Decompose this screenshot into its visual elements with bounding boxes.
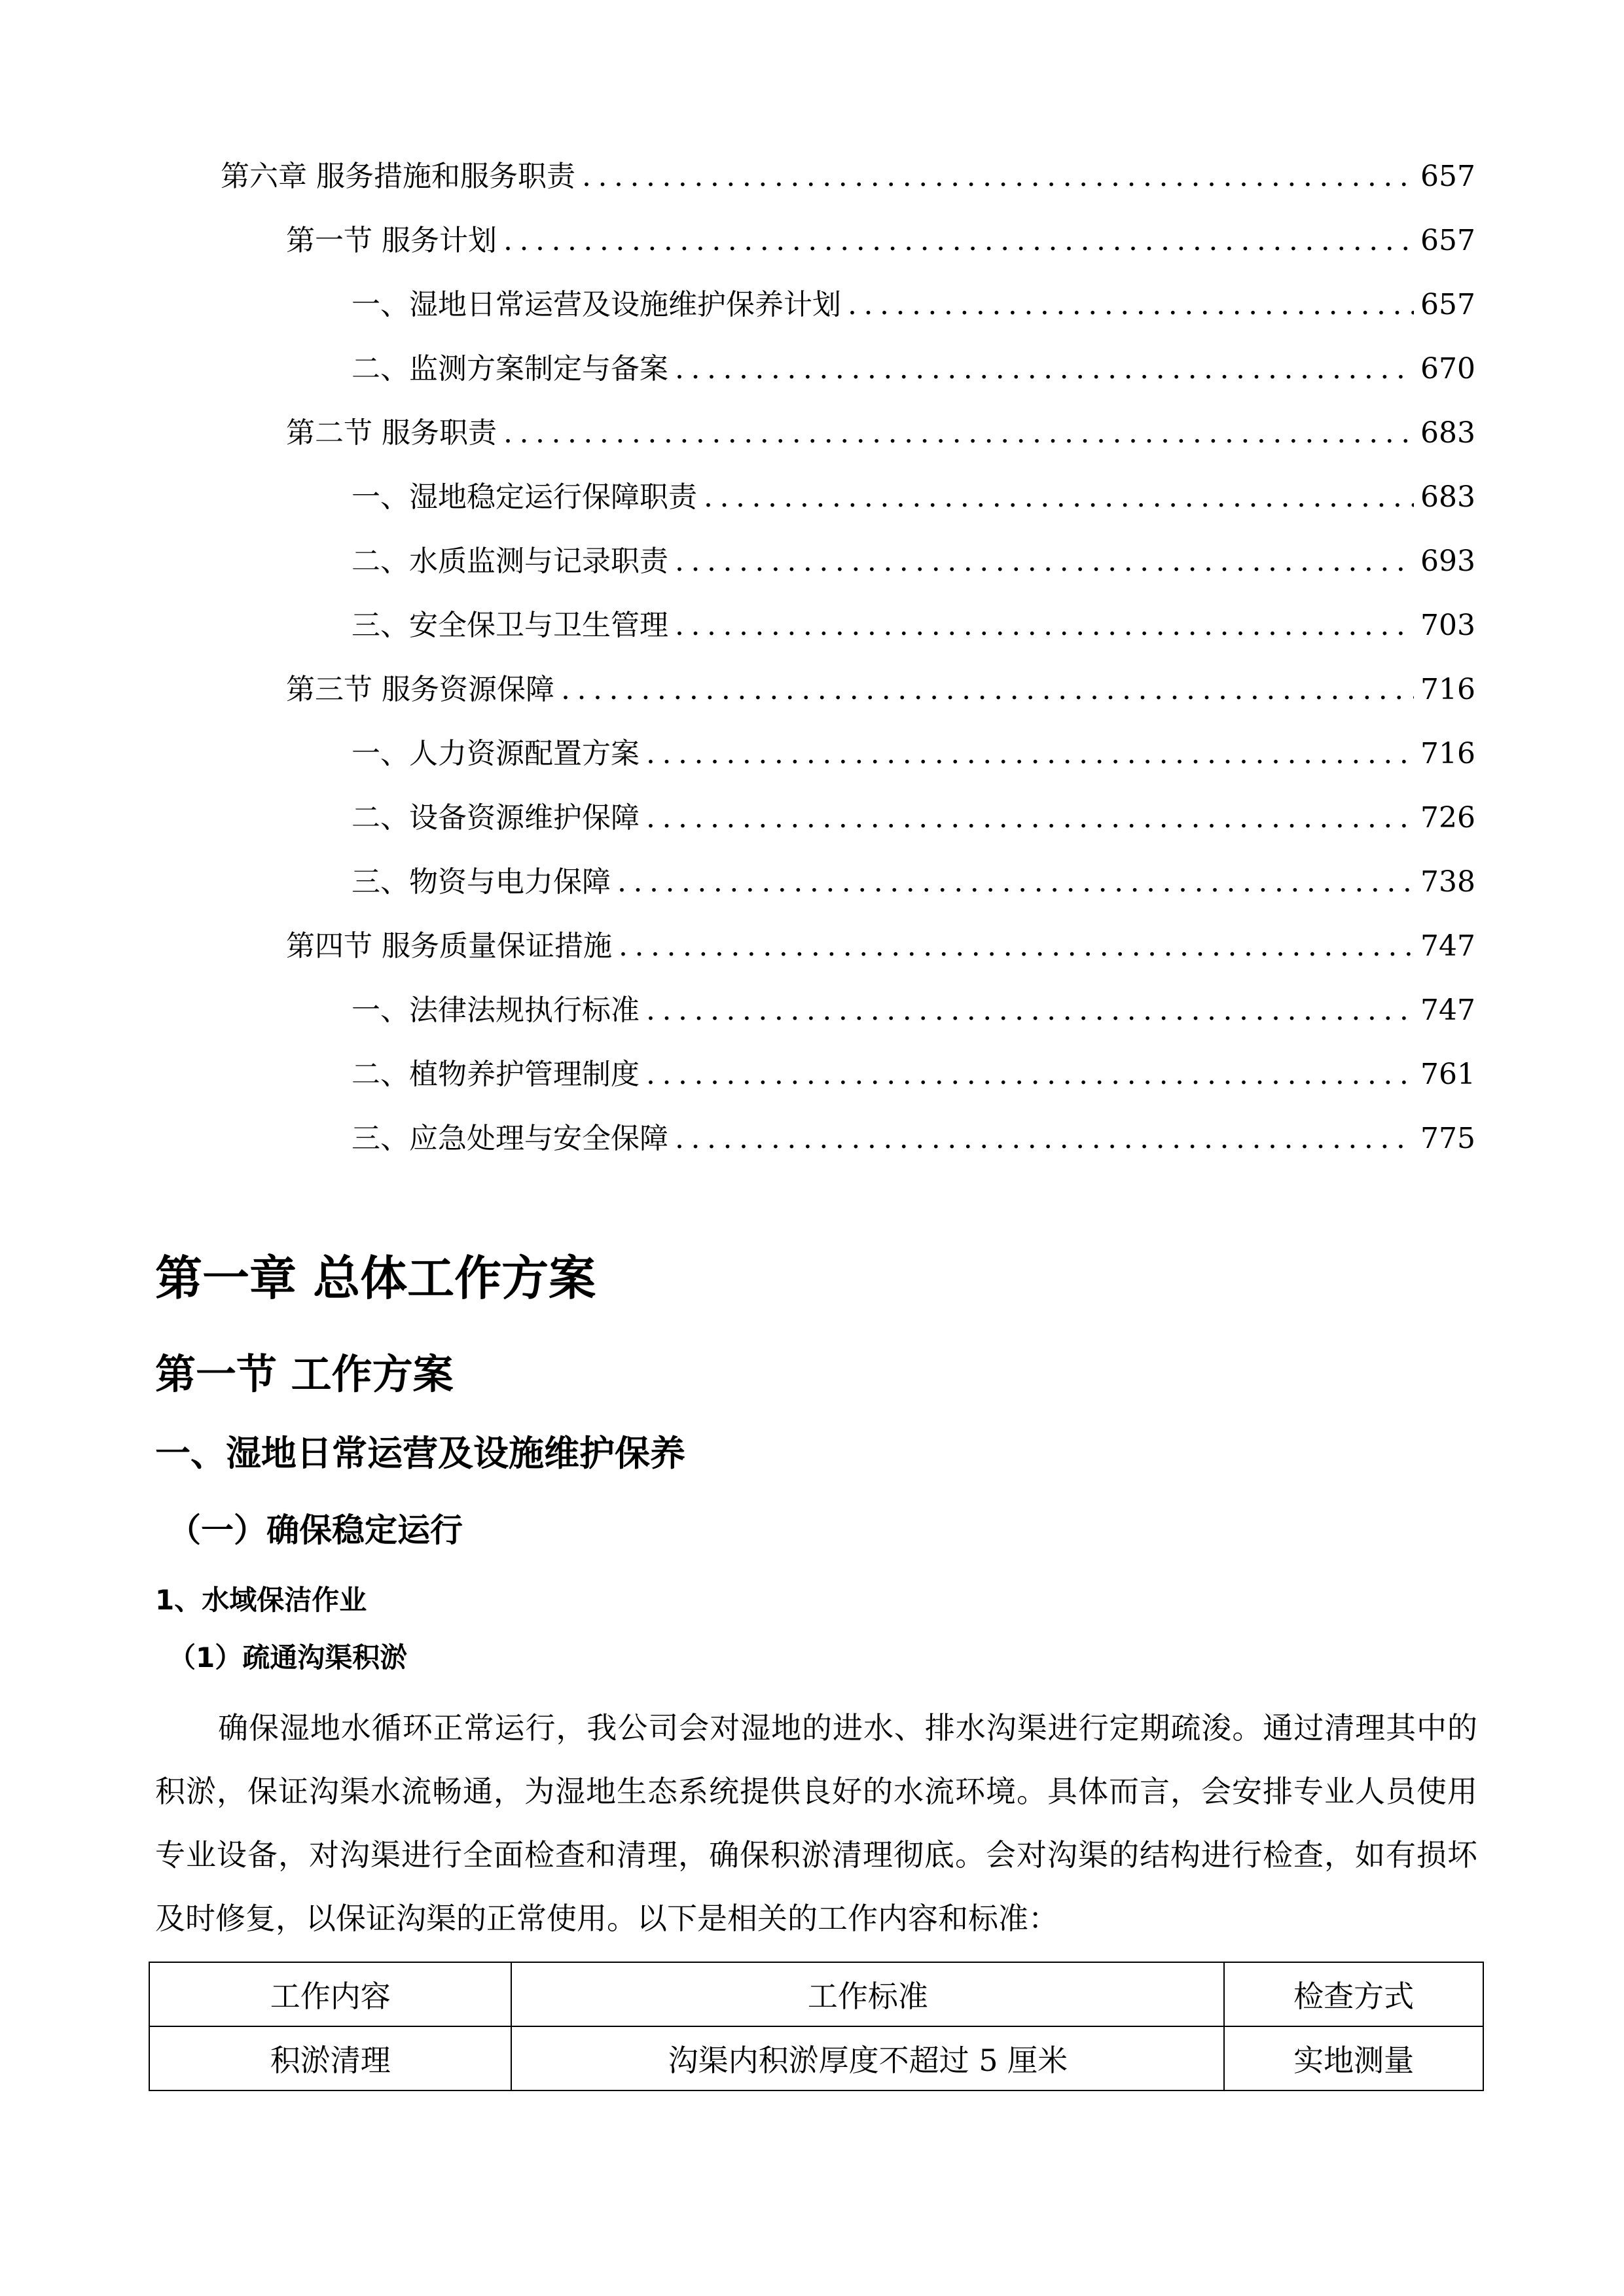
subitem-heading: （1）疏通沟渠积淤 — [168, 1641, 408, 1674]
toc-number: 二、 — [352, 801, 409, 834]
table-row — [149, 2026, 1483, 2090]
body-paragraph: 确保湿地水循环正常运行，我公司会对湿地的进水、排水沟渠进行定期疏浚。通过清理其中的积淤，保证沟渠水流畅通，为湿地生态系统提供良好的水流环境。具体而言，会安排专业人员使用专业设备，对沟渠进行全面检查和清理，确保积淤清理彻底。会对沟渠的结构进行检查，如有损坏及时修复，以保证沟渠的正常使用。以下是相关的工作内容和标准： — [155, 1710, 1477, 1936]
toc-title: 湿地日常运营及设施维护保养计划 — [409, 288, 841, 321]
toc-page-number: 775 — [1420, 1122, 1475, 1155]
toc-entry[interactable] — [286, 414, 1475, 453]
toc-leader-dots — [675, 350, 1414, 389]
toc-leader-dots — [617, 863, 1414, 902]
toc-leader-dots — [646, 1055, 1414, 1094]
toc-entry[interactable] — [352, 606, 1475, 645]
table-header-cell: 工作内容 — [149, 1962, 511, 2026]
toc-number: 二、 — [352, 352, 409, 386]
toc-number: 二、 — [352, 1058, 409, 1091]
toc-number: 一、 — [352, 288, 409, 321]
toc-page-number: 657 — [1420, 288, 1475, 321]
table-header-cell: 检查方式 — [1224, 1962, 1483, 2026]
toc-title: 人力资源配置方案 — [409, 737, 640, 770]
toc-entry[interactable] — [352, 863, 1475, 902]
table-cell: 积淤清理 — [149, 2026, 511, 2090]
toc-number: 三、 — [352, 865, 409, 899]
toc-page-number: 703 — [1420, 609, 1475, 642]
toc-page-number: 747 — [1420, 994, 1475, 1027]
toc-page-number: 716 — [1420, 737, 1475, 770]
toc-leader-dots — [848, 285, 1414, 325]
toc-leader-dots — [675, 542, 1414, 581]
table-header-cell: 工作标准 — [511, 1962, 1224, 2026]
toc-entry[interactable] — [221, 157, 1475, 196]
toc-entry[interactable] — [352, 798, 1475, 838]
toc-title: 第三节 服务资源保障 — [286, 673, 554, 706]
toc-title: 第六章 服务措施和服务职责 — [221, 160, 575, 193]
toc-page-number: 716 — [1420, 673, 1475, 706]
toc-number: 一、 — [352, 737, 409, 770]
toc-leader-dots — [582, 157, 1414, 196]
toc-entry[interactable] — [352, 991, 1475, 1030]
toc-number: 二、 — [352, 545, 409, 578]
subsection-heading: 一、湿地日常运营及设施维护保养 — [155, 1433, 685, 1474]
toc-page-number: 657 — [1420, 224, 1475, 257]
toc-leader-dots — [646, 734, 1414, 774]
toc-leader-dots — [503, 414, 1414, 453]
item-heading: 1、水域保洁作业 — [155, 1584, 367, 1616]
toc-leader-dots — [503, 221, 1414, 260]
toc-entry[interactable] — [352, 1055, 1475, 1094]
toc-title: 植物养护管理制度 — [409, 1058, 640, 1091]
toc-title: 水质监测与记录职责 — [409, 545, 668, 578]
toc-number: 三、 — [352, 609, 409, 642]
toc-page-number: 683 — [1420, 416, 1475, 450]
toc-page-number: 761 — [1420, 1058, 1475, 1091]
toc-page-number: 726 — [1420, 801, 1475, 834]
toc-entry[interactable] — [352, 1119, 1475, 1158]
toc-entry[interactable] — [352, 350, 1475, 389]
toc-leader-dots — [646, 991, 1414, 1030]
toc-title: 第四节 服务质量保证措施 — [286, 929, 612, 963]
section-heading: 第一节 工作方案 — [155, 1350, 454, 1398]
toc-page-number: 683 — [1420, 480, 1475, 514]
toc-number: 三、 — [352, 1122, 409, 1155]
toc-title: 湿地稳定运行保障职责 — [409, 480, 697, 514]
toc-title: 物资与电力保障 — [409, 865, 611, 899]
toc-entry[interactable] — [352, 734, 1475, 774]
toc-leader-dots — [675, 606, 1414, 645]
toc-page-number: 657 — [1420, 160, 1475, 193]
toc-page-number: 693 — [1420, 545, 1475, 578]
toc-entry[interactable] — [286, 221, 1475, 260]
toc-title: 设备资源维护保障 — [409, 801, 640, 834]
toc-title: 法律法规执行标准 — [409, 994, 640, 1027]
toc-title: 监测方案制定与备案 — [409, 352, 668, 386]
toc-number: 一、 — [352, 994, 409, 1027]
toc-leader-dots — [619, 927, 1414, 966]
toc-leader-dots — [646, 798, 1414, 838]
subsubsection-heading: （一）确保稳定运行 — [168, 1511, 463, 1549]
toc-entry[interactable] — [352, 478, 1475, 517]
chapter-heading: 第一章 总体工作方案 — [155, 1251, 596, 1306]
toc-number: 一、 — [352, 480, 409, 514]
toc-entry[interactable] — [286, 927, 1475, 966]
toc-leader-dots — [561, 670, 1414, 709]
toc-leader-dots — [675, 1119, 1414, 1158]
toc-entry[interactable] — [286, 670, 1475, 709]
table-cell: 沟渠内积淤厚度不超过 5 厘米 — [511, 2026, 1224, 2090]
work-standards-table — [149, 1962, 1484, 2091]
toc-page-number: 747 — [1420, 929, 1475, 963]
table-cell: 实地测量 — [1224, 2026, 1483, 2090]
toc-page-number: 670 — [1420, 352, 1475, 386]
toc-title: 第二节 服务职责 — [286, 416, 497, 450]
toc-title: 应急处理与安全保障 — [409, 1122, 668, 1155]
toc-entry[interactable] — [352, 542, 1475, 581]
toc-entry[interactable] — [352, 285, 1475, 325]
toc-page-number: 738 — [1420, 865, 1475, 899]
toc-leader-dots — [704, 478, 1414, 517]
table-header-row — [149, 1962, 1483, 2026]
toc-title: 安全保卫与卫生管理 — [409, 609, 668, 642]
toc-title: 第一节 服务计划 — [286, 224, 497, 257]
